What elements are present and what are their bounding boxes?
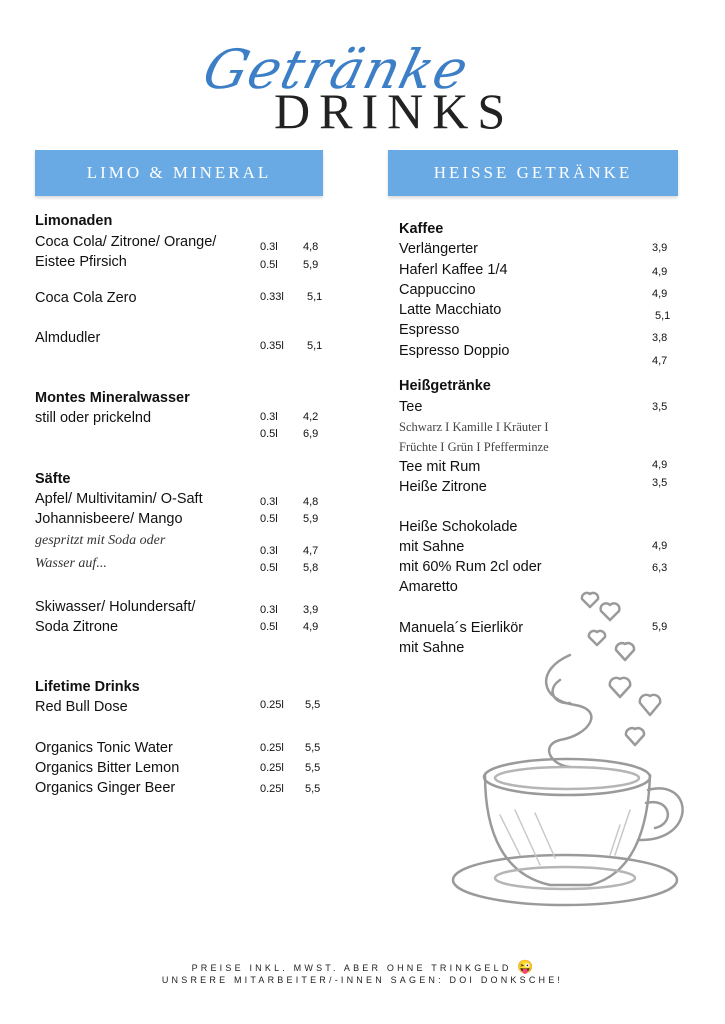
price: 4,9 (652, 540, 668, 552)
price: 3,5 (652, 477, 668, 489)
item-tee-sorten-line2: Früchte I Grün I Pfefferminze (399, 440, 549, 454)
item-haferl: Haferl Kaffee 1/4 (399, 262, 508, 278)
category-limonaden: Limonaden (35, 213, 113, 229)
price: 5,5 (305, 762, 321, 774)
price: 5,1 (307, 291, 323, 303)
price: 4,9 (652, 266, 668, 278)
item-coca-line1: Coca Cola/ Zitrone/ Orange/ (35, 234, 217, 250)
section-header-limo: LIMO & MINERAL (35, 150, 323, 196)
price: 4,8 (303, 241, 319, 253)
size: 0.5l (260, 513, 278, 525)
item-tee-sorten-line1: Schwarz I Kamille I Kräuter I (399, 420, 549, 434)
price: 5,9 (303, 513, 319, 525)
size: 0.35l (260, 340, 284, 352)
price: 3,8 (652, 332, 668, 344)
price: 5,1 (307, 340, 323, 352)
category-saefte: Säfte (35, 471, 71, 487)
footer-line1 (0, 959, 725, 975)
item-verlaengerter: Verlängerter (399, 241, 478, 257)
size: 0.25l (260, 783, 284, 795)
section-header-heisse: HEISSE GETRÄNKE (388, 150, 678, 196)
price: 3,9 (652, 242, 668, 254)
size: 0.3l (260, 241, 278, 253)
size: 0.33l (260, 291, 284, 303)
size: 0.3l (260, 411, 278, 423)
price: 5,8 (303, 562, 319, 574)
footer-line2: UNSRERE MITARBEITER/-INNEN SAGEN: DOI DONKSCHE! (161, 975, 564, 985)
size: 0.5l (260, 428, 278, 440)
footer-text-1: PREISE INKL. MWST. ABER OHNE TRINKGELD (191, 963, 512, 973)
item-skiwasser: Skiwasser/ Holundersaft/ (35, 599, 196, 615)
item-schokolade-rum: mit 60% Rum 2cl oder (399, 559, 542, 575)
price: 3,9 (303, 604, 319, 616)
category-kaffee: Kaffee (399, 221, 444, 237)
page-title: DRINKS (274, 83, 515, 139)
category-mineralwasser: Montes Mineralwasser (35, 390, 190, 406)
item-espresso: Espresso (399, 322, 460, 338)
item-tee: Tee (399, 399, 423, 415)
price: 5,1 (655, 310, 671, 322)
item-tonic: Organics Tonic Water (35, 740, 173, 756)
price: 6,3 (652, 562, 668, 574)
price: 3,5 (652, 401, 668, 413)
item-amaretto: Amaretto (399, 579, 458, 595)
script-title: Getränke (197, 38, 476, 101)
price: 4,9 (652, 288, 668, 300)
price: 4,2 (303, 411, 319, 423)
item-apfel: Apfel/ Multivitamin/ O-Saft (35, 491, 203, 507)
item-coca-line2: Eistee Pfirsich (35, 254, 127, 270)
item-soda-zitrone: Soda Zitrone (35, 619, 119, 635)
item-schokolade: Heiße Schokolade (399, 519, 518, 535)
item-tee-rum: Tee mit Rum (399, 459, 481, 475)
size: 0.3l (260, 545, 278, 557)
item-gespritzt-line2: Wasser auf... (35, 556, 107, 571)
item-still: still oder prickelnd (35, 410, 152, 426)
item-johannisbeere: Johannisbeere/ Mango (35, 511, 183, 527)
size: 0.3l (260, 496, 278, 508)
size: 0.5l (260, 562, 278, 574)
item-schokolade-sahne: mit Sahne (399, 539, 465, 555)
item-cappuccino: Cappuccino (399, 282, 476, 298)
price: 5,9 (652, 621, 668, 633)
size: 0.25l (260, 699, 284, 711)
price: 6,9 (303, 428, 319, 440)
item-espresso-doppio: Espresso Doppio (399, 343, 510, 359)
category-lifetime: Lifetime Drinks (35, 679, 140, 695)
price: 5,9 (303, 259, 319, 271)
price: 4,8 (303, 496, 319, 508)
size: 0.25l (260, 742, 284, 754)
price: 4,9 (652, 459, 668, 471)
size: 0.5l (260, 621, 278, 633)
coffee-cup-illustration (440, 585, 700, 915)
item-eierlikoer: Manuela´s Eierlikör (399, 620, 524, 636)
item-latte: Latte Macchiato (399, 302, 502, 318)
price: 5,5 (305, 699, 321, 711)
price: 4,7 (303, 545, 319, 557)
item-bitter-lemon: Organics Bitter Lemon (35, 760, 180, 776)
size: 0.25l (260, 762, 284, 774)
item-heisse-zitrone: Heiße Zitrone (399, 479, 487, 495)
price: 4,9 (303, 621, 319, 633)
item-ginger-beer: Organics Ginger Beer (35, 780, 176, 796)
item-coca-zero: Coca Cola Zero (35, 290, 137, 306)
price: 5,5 (305, 742, 321, 754)
wink-emoji-icon: 😜 (517, 959, 534, 974)
size: 0.5l (260, 259, 278, 271)
size: 0.3l (260, 604, 278, 616)
category-heissgetraenke: Heißgetränke (399, 378, 491, 394)
item-almdudler: Almdudler (35, 330, 101, 346)
item-eierlikoer-sahne: mit Sahne (399, 640, 465, 656)
item-redbull: Red Bull Dose (35, 699, 128, 715)
item-gespritzt-line1: gespritzt mit Soda oder (35, 533, 166, 548)
price: 5,5 (305, 783, 321, 795)
price: 4,7 (652, 355, 668, 367)
